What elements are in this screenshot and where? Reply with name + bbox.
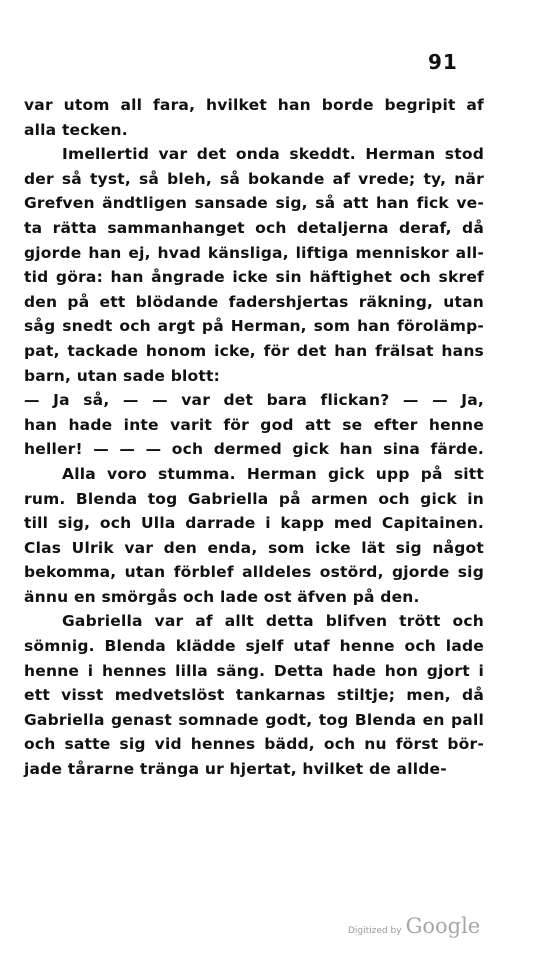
text-line: jade tårarne tränga ur hjertat, hvilket de allde- — [24, 760, 447, 779]
digitized-watermark — [348, 914, 480, 938]
text-line: Clas Ulrik var den enda, som icke lät sig något — [24, 538, 484, 557]
text-line: — Ja så, — — var det bara flickan? — — Ja, — [24, 391, 484, 410]
text-line: bekomma, utan förblef alldeles ostörd, gjorde sig — [24, 563, 484, 582]
text-line: Alla voro stumma. Herman gick upp på sitt — [62, 464, 484, 483]
text-line: ett visst medvetslöst tankarnas stiltje; men, då — [24, 686, 484, 705]
digitized-by-label: Digitized by — [348, 926, 402, 936]
text-line: tid göra: han ångrade icke sin häftighet och skref — [24, 268, 484, 287]
text-line: gjorde han ej, hvad känsliga, liftiga menniskor all- — [24, 243, 484, 262]
text-line: ta rätta sammanhanget och detaljerna deraf, då — [24, 218, 484, 237]
text-line: heller! — — — och dermed gick han sina färde. — [24, 440, 484, 459]
text-line: till sig, och Ulla darrade i kapp med Capitainen. — [24, 514, 484, 533]
text-line: Gabriella genast somnade godt, tog Blenda en pall — [24, 710, 484, 729]
google-logo: Google — [405, 914, 481, 938]
text-line: Grefven ändtligen sansade sig, så att han fick ve- — [24, 194, 484, 213]
text-line: alla tecken. — [24, 120, 128, 139]
text-line: rum. Blenda tog Gabriella på armen och gick in — [24, 489, 484, 508]
text-line: och satte sig vid hennes bädd, och nu först bör- — [24, 735, 484, 754]
text-line: han hade inte varit för god att se efter henne — [24, 415, 484, 434]
text-line: var utom all fara, hvilket han borde begripit af — [24, 96, 484, 114]
body-text — [24, 93, 484, 782]
text-line: Imellertid var det onda skeddt. Herman stod — [62, 145, 484, 164]
text-line: den på ett blödande fadershjertas räkning, utan — [24, 292, 484, 311]
text-line: Gabriella var af allt detta blifven trött och — [62, 612, 484, 631]
page-number: 91 — [428, 50, 458, 74]
text-line: pat, tackade honom icke, för det han frälsat hans — [24, 341, 484, 360]
text-line: såg snedt och argt på Herman, som han förolämp- — [24, 317, 484, 336]
text-line: ännu en smörgås och lade ost äfven på den. — [24, 587, 420, 606]
text-line: sömnig. Blenda klädde sjelf utaf henne och lade — [24, 637, 484, 656]
text-line: barn, utan sade blott: — [24, 366, 221, 385]
text-line: der så tyst, så bleh, så bokande af vrede; ty, när — [24, 169, 484, 188]
text-line: henne i hennes lilla säng. Detta hade hon gjort i — [24, 661, 484, 680]
